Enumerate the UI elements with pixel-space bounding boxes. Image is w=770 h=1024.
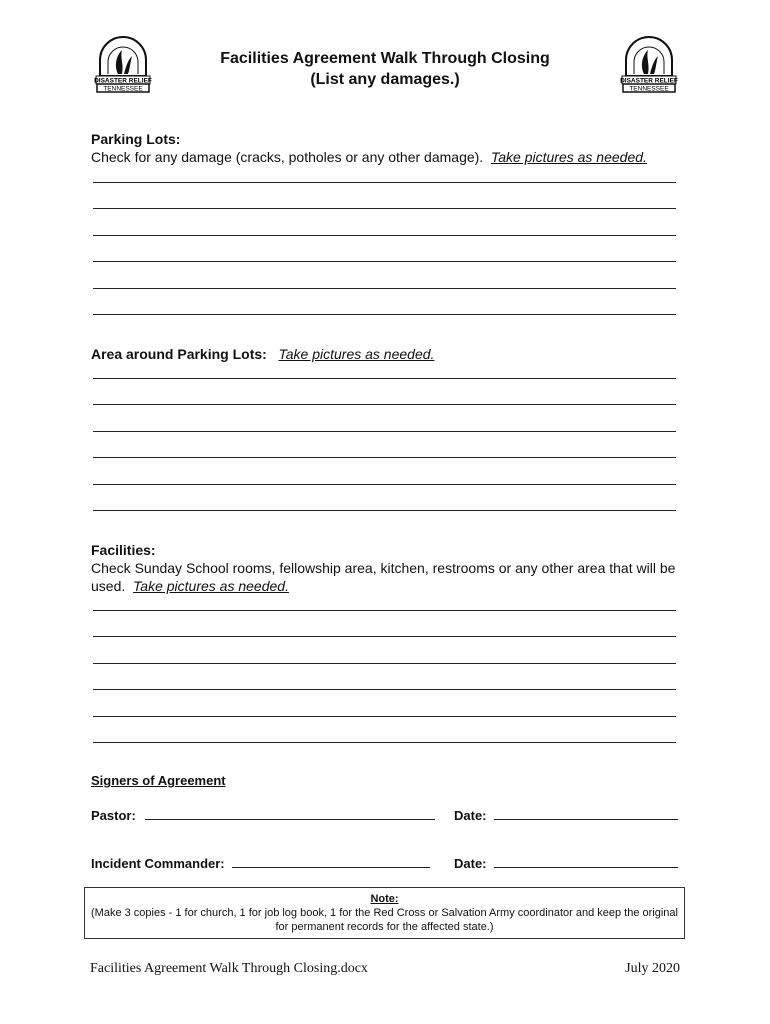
area-around-line-1[interactable] [93, 378, 676, 379]
title-line-1: Facilities Agreement Walk Through Closing [220, 50, 550, 67]
parking-lots-line-1[interactable] [93, 182, 676, 183]
parking-lots-line-4[interactable] [93, 261, 676, 262]
svg-text:TENNESSEE: TENNESSEE [629, 85, 669, 93]
facilities-line-5[interactable] [93, 716, 676, 717]
page-title [0, 48, 770, 90]
area-around-line-4[interactable] [93, 457, 676, 458]
parking-lots-line-6[interactable] [93, 314, 676, 315]
svg-text:DISASTER RELIEF: DISASTER RELIEF [94, 77, 152, 85]
parking-lots-instruction [91, 148, 681, 166]
parking-lots-line-3[interactable] [93, 235, 676, 236]
title-line-2: (List any damages.) [310, 71, 460, 88]
parking-lots-instruction-text: Check for any damage (cracks, potholes or any other damage). [91, 149, 484, 165]
facilities-instruction [91, 559, 681, 595]
facilities-instruction-text: Check Sunday School rooms, fellowship area, kitchen, restrooms or any other area that will be used. [91, 560, 676, 594]
pastor-signature-row [91, 806, 681, 823]
signers-title: Signers of Agreement [91, 773, 226, 788]
area-around-line-5[interactable] [93, 484, 676, 485]
commander-signature-field[interactable] [232, 854, 430, 868]
facilities-line-3[interactable] [93, 663, 676, 664]
pastor-date-field[interactable] [494, 806, 678, 820]
footer-filename: Facilities Agreement Walk Through Closing.docx [90, 961, 368, 976]
facilities-line-6[interactable] [93, 742, 676, 743]
area-around-line-6[interactable] [93, 510, 676, 511]
facilities-line-2[interactable] [93, 636, 676, 637]
note-title: Note: [370, 893, 399, 905]
facilities-line-1[interactable] [93, 610, 676, 611]
commander-label: Incident Commander: [91, 856, 225, 871]
svg-text:DISASTER RELIEF: DISASTER RELIEF [620, 77, 678, 85]
commander-date-field[interactable] [494, 854, 678, 868]
commander-date-label: Date: [454, 856, 487, 871]
commander-signature-row [91, 854, 681, 871]
area-around-line-2[interactable] [93, 404, 676, 405]
area-around-heading-text: Area around Parking Lots: [91, 346, 267, 362]
parking-lots-line-2[interactable] [93, 208, 676, 209]
facilities-heading: Facilities: [91, 542, 156, 558]
facilities-picture-note: Take pictures as needed. [133, 578, 289, 594]
parking-lots-heading: Parking Lots: [91, 131, 181, 147]
svg-text:TENNESSEE: TENNESSEE [103, 85, 143, 93]
parking-lots-picture-note: Take pictures as needed. [490, 149, 647, 165]
pastor-signature-field[interactable] [145, 806, 435, 820]
area-around-line-3[interactable] [93, 431, 676, 432]
pastor-date-label: Date: [454, 808, 487, 823]
area-around-picture-note: Take pictures as needed. [278, 346, 435, 362]
pastor-label: Pastor: [91, 808, 136, 823]
note-text: (Make 3 copies - 1 for church, 1 for job log book, 1 for the Red Cross or Salvation Army coordinator and keep the original for permanent records for the affected state.) [91, 907, 678, 933]
note-box [84, 887, 685, 939]
parking-lots-line-5[interactable] [93, 288, 676, 289]
footer-date: July 2020 [625, 961, 680, 976]
facilities-line-4[interactable] [93, 689, 676, 690]
area-around-heading [91, 346, 434, 362]
